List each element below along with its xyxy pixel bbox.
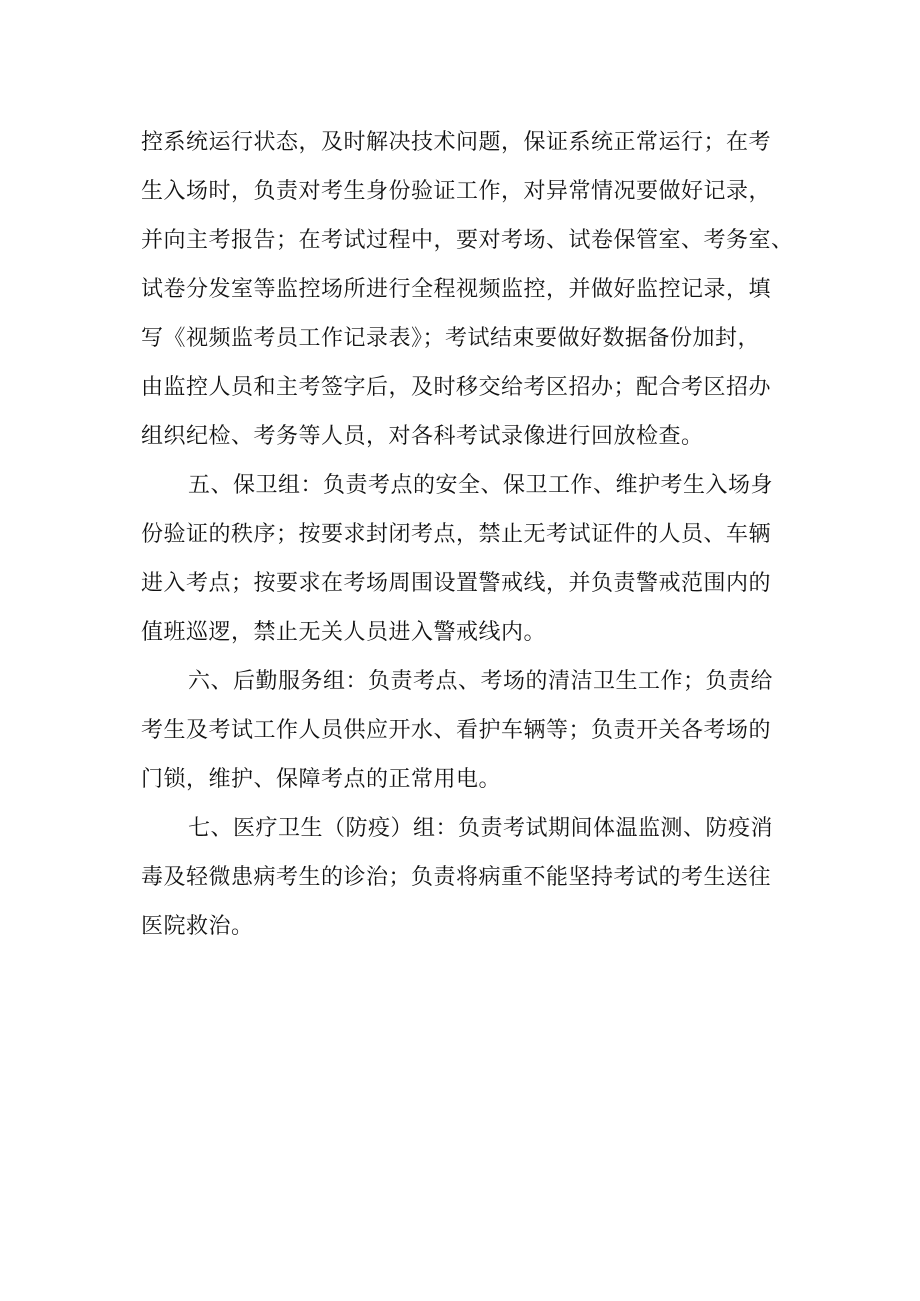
paragraph-security-group <box>141 461 783 657</box>
text-line: 五、保卫组：负责考点的安全、保卫工作、维护考生入场身 <box>188 473 774 498</box>
text-line: 控系统运行状态，及时解决技术问题，保证系统正常运行；在考 <box>141 130 772 155</box>
text-line: 医院救治。 <box>141 914 254 939</box>
text-line: 写《视频监考员工作记录表》；考试结束要做好数据备份加封， <box>141 326 761 351</box>
text-line: 毒及轻微患病考生的诊治；负责将病重不能坚持考试的考生送往 <box>141 865 772 890</box>
text-line: 值班巡逻，禁止无关人员进入警戒线内。 <box>141 620 547 645</box>
text-line: 考生及考试工作人员供应开水、看护车辆等；负责开关各考场的 <box>141 718 772 743</box>
text-line: 由监控人员和主考签字后，及时移交给考区招办；配合考区招办 <box>141 375 772 400</box>
text-line: 七、医疗卫生（防疫）组：负责考试期间体温监测、防疫消 <box>188 816 774 841</box>
text-line: 进入考点；按要求在考场周围设置警戒线，并负责警戒范围内的 <box>141 571 772 596</box>
document-body <box>141 118 794 951</box>
paragraph-monitoring-continuation <box>141 118 794 461</box>
text-line: 门锁，维护、保障考点的正常用电。 <box>141 767 502 792</box>
text-line: 六、后勤服务组：负责考点、考场的清洁卫生工作；负责给 <box>188 669 774 694</box>
text-line: 份验证的秩序；按要求封闭考点，禁止无考试证件的人员、车辆 <box>141 522 772 547</box>
text-line: 组织纪检、考务等人员，对各科考试录像进行回放检查。 <box>141 424 704 449</box>
paragraph-medical-group <box>141 804 783 951</box>
text-line: 生入场时，负责对考生身份验证工作，对异常情况要做好记录， <box>141 179 772 204</box>
paragraph-logistics-group <box>141 657 783 804</box>
text-line: 试卷分发室等监控场所进行全程视频监控，并做好监控记录，填 <box>141 277 772 302</box>
text-line: 并向主考报告；在考试过程中，要对考场、试卷保管室、考务室、 <box>141 228 794 253</box>
